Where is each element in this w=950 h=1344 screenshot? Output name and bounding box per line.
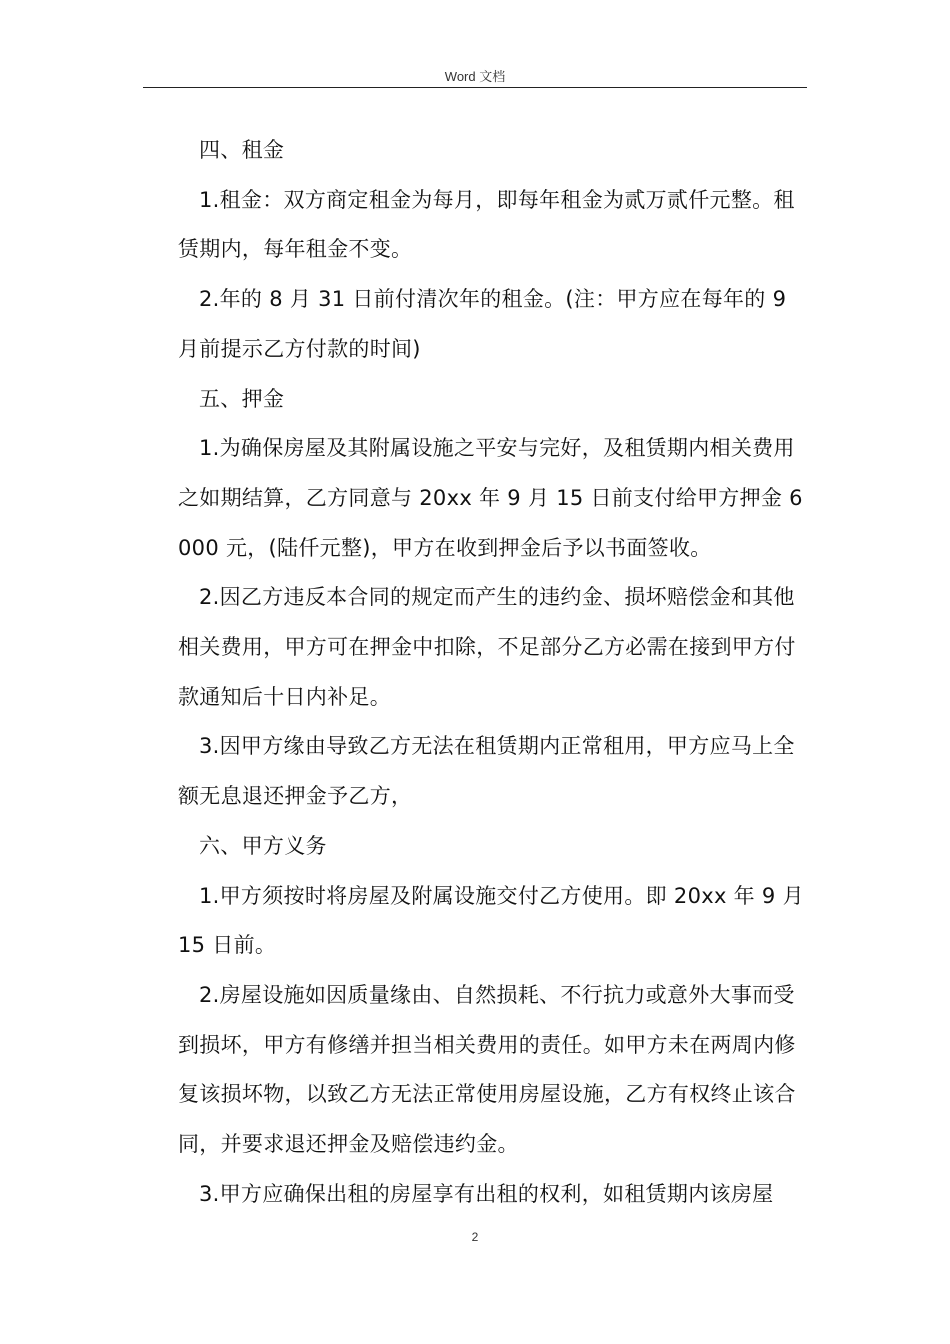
header-divider [143,87,807,88]
paragraph-deposit-1: 1.为确保房屋及其附属设施之平安与完好，及租赁期内相关费用之如期结算，乙方同意与 20xx 年 9 月 15 日前支付给甲方押金 6000 元，(陆仟元整)，甲方在收到押金后予以书面签收。 [178,436,803,560]
paragraph-duty-3: 3.甲方应确保出租的房屋享有出租的权利，如租赁期内该房屋 [199,1181,774,1206]
section-heading-landlord-duties: 六、甲方义务 [199,833,327,858]
paragraph-deposit-2: 2.因乙方违反本合同的规定而产生的违约金、损坏赔偿金和其他相关费用，甲方可在押金中扣除，不足部分乙方必需在接到甲方付款通知后十日内补足。 [178,585,796,709]
paragraph-duty-1: 1.甲方须按时将房屋及附属设施交付乙方使用。即 20xx 年 9 月 15 日前。 [178,883,804,958]
page-header-title: Word 文档 [444,69,506,84]
paragraph-deposit-3: 3.因甲方缘由导致乙方无法在租赁期内正常租用，甲方应马上全额无息退还押金予乙方， [178,734,795,809]
section-heading-deposit: 五、押金 [199,386,285,411]
section-heading-rent: 四、租金 [199,138,285,162]
paragraph-duty-2: 2.房屋设施如因质量缘由、自然损耗、不行抗力或意外大事而受到损坏，甲方有修缮并担当相关费用的责任。如甲方未在两周内修复该损坏物，以致乙方无法正常使用房屋设施，乙方有权终止该合同，并要求退还押金及赔偿违约金。 [178,982,796,1157]
paragraph-rent-payment: 2.年的 8 月 31 日前付清次年的租金。(注：甲方应在每年的 9 月前提示乙方付款的时间) [178,287,787,361]
page-number: 2 [471,1230,479,1244]
paragraph-rent-amount: 1.租金：双方商定租金为每月，即每年租金为贰万贰仟元整。租赁期内，每年租金不变。 [178,187,795,262]
document-body [178,126,806,1219]
